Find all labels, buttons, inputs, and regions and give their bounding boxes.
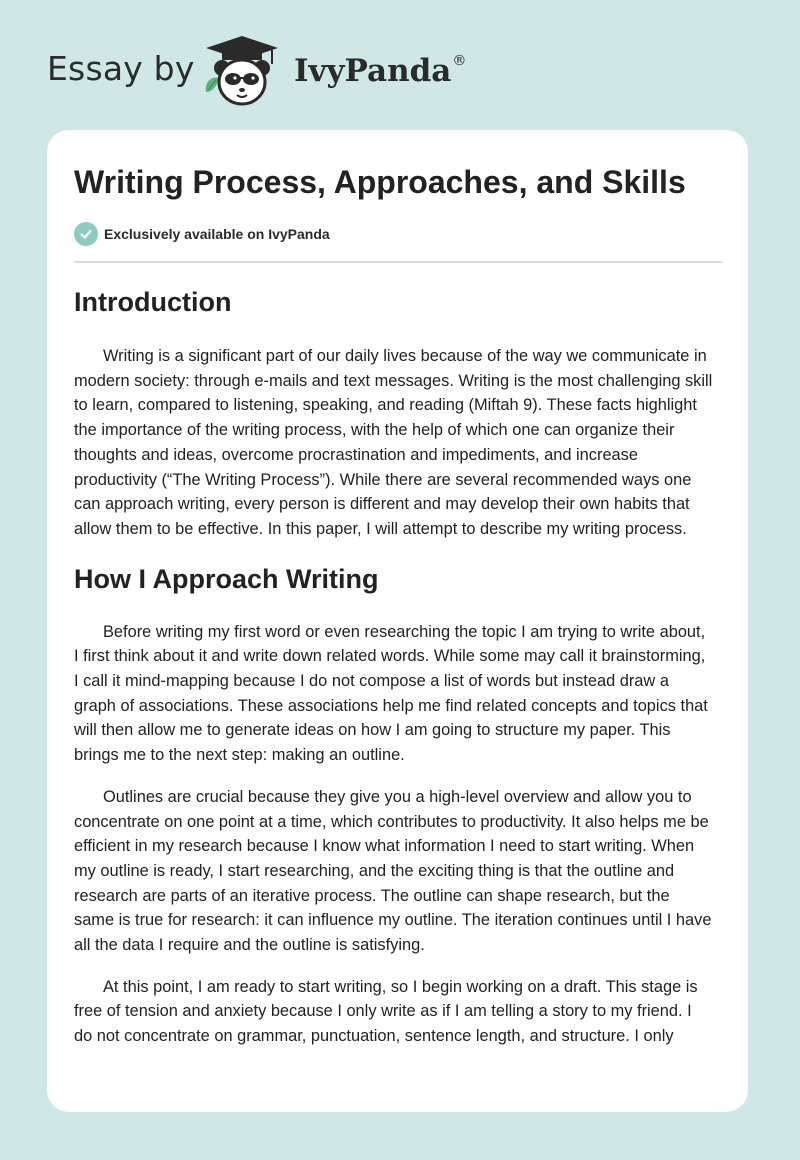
paragraph — [74, 620, 724, 768]
paragraph-line: graph of associations. These associations help me find related concepts and topics that — [74, 696, 708, 715]
check-circle-icon — [74, 222, 98, 246]
essay-body — [74, 280, 724, 1049]
paragraph-line: same is true for research: it can influence my outline. The iteration continues until I have — [74, 911, 712, 930]
brand-name[interactable]: IvyPanda® — [294, 53, 467, 89]
paragraph-line: modern society: through e-mails and text messages. Writing is the most challenging skill — [74, 371, 713, 390]
exclusive-badge — [74, 222, 330, 246]
panda-graduate-icon[interactable] — [202, 34, 282, 108]
section-heading-introduction: Introduction — [74, 287, 232, 317]
paragraph-line: At this point, I am ready to start writing, so I begin working on a draft. This stage is — [103, 977, 698, 996]
paragraph — [74, 975, 724, 1049]
paragraph-line: I first think about it and write down related words. While some may call it brainstorming, — [74, 647, 706, 666]
essay-by-label: Essay by — [47, 49, 195, 88]
paragraph-line: the importance of the writing process, with the help of which one can organize their — [74, 421, 675, 440]
paragraph-line: Writing is a significant part of our daily lives because of the way we communicate in — [103, 347, 707, 365]
paragraph-line: free of tension and anxiety because I only write as if I am telling a story to my friend. I — [74, 1002, 692, 1021]
paragraph-line: research are parts of an iterative process. The outline can shape research, but the — [74, 886, 670, 905]
paragraph-line: brings me to the next step: making an outline. — [74, 746, 405, 765]
section-heading-approach: How I Approach Writing — [74, 563, 379, 594]
essay-title: Writing Process, Approaches, and Skills — [74, 164, 686, 200]
paragraph-line: Before writing my first word or even researching the topic I am trying to write about, — [103, 622, 706, 641]
paragraph-line: to learn, compared to listening, speaking, and reading (Miftah 9). These facts highlight — [74, 396, 697, 415]
badge-text: Exclusively available on IvyPanda — [104, 226, 330, 242]
paragraph-line: I call it mind-mapping because I do not compose a list of words but instead draw a — [74, 672, 669, 691]
registered-mark: ® — [452, 53, 467, 69]
paragraph-line: do not concentrate on grammar, punctuation, sentence length, and structure. I only — [74, 1027, 674, 1046]
paragraph-line: all the data I require and the outline is satisfying. — [74, 936, 425, 955]
paragraph-line: can approach writing, every person is different and may develop their own habits that — [74, 495, 690, 514]
site-header — [0, 0, 800, 125]
paragraph-line: efficient in my research because I know what information I need to start writing. When — [74, 837, 695, 856]
paragraph-line: concentrate on one point at a time, which contributes to productivity. It also helps me be — [74, 812, 709, 831]
paragraph-line: Outlines are crucial because they give you a high-level overview and allow you to — [103, 787, 692, 806]
essay-card — [47, 130, 748, 1112]
title-divider — [74, 261, 723, 263]
paragraph-line: productivity (“The Writing Process”). While there are several recommended ways one — [74, 470, 692, 489]
paragraph — [74, 785, 724, 958]
paragraph-line: my outline is ready, I start researching, and the exciting thing is that the outline and — [74, 861, 675, 880]
paragraph — [74, 344, 724, 542]
paragraph-line: thoughts and ideas, overcome procrastination and impediments, and increase — [74, 445, 638, 464]
paragraph-line: will then allow me to generate ideas on how I am going to structure my paper. This — [74, 721, 671, 740]
paragraph-line: allow them to be effective. In this paper, I will attempt to describe my writing process. — [74, 519, 687, 538]
